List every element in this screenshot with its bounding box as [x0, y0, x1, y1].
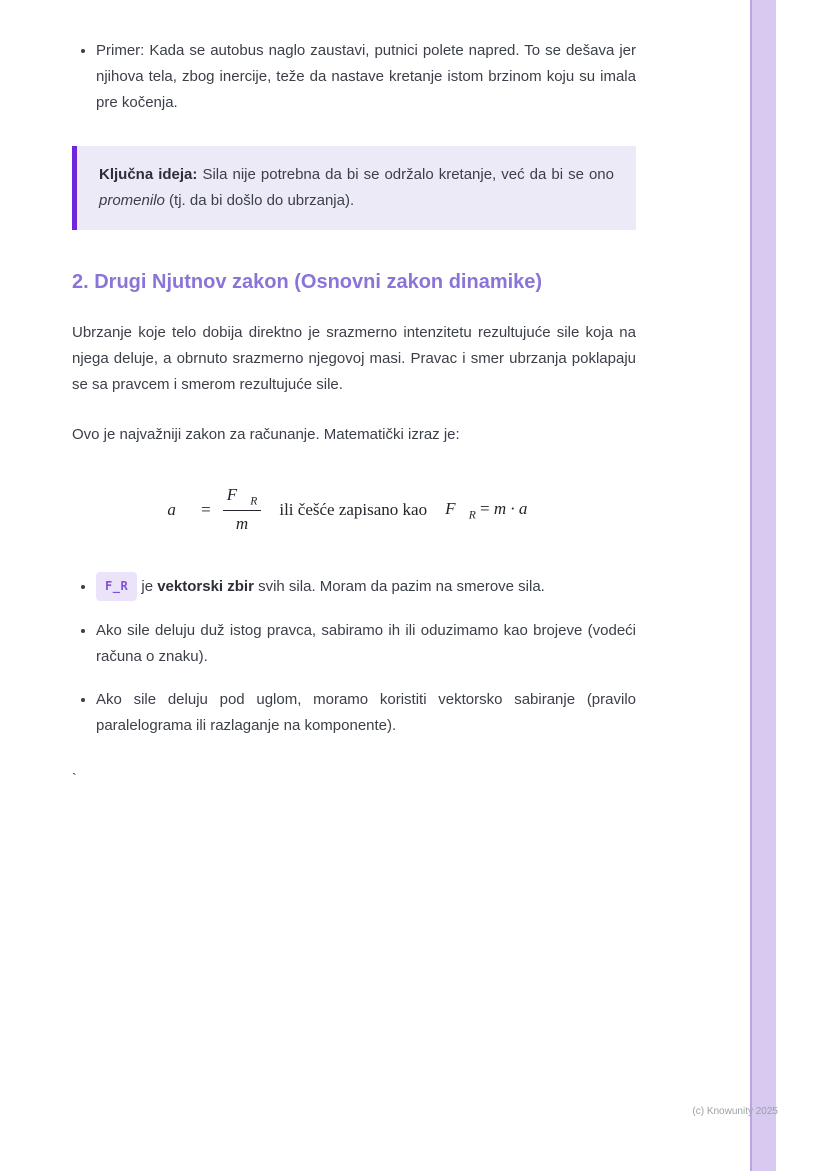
formula-numerator: $F⃗_R$ — [223, 484, 262, 511]
section-paragraph-2: Ovo je najvažniji zakon za računanje. Matematički izraz je: — [72, 426, 460, 443]
formula-equals: = — [201, 499, 211, 519]
scrollbar-track[interactable] — [750, 0, 776, 1171]
section-heading: 2. Drugi Njutnov zakon (Osnovni zakon dinamike) — [72, 271, 543, 293]
formula-rhs-f: $F⃗_R$ — [445, 498, 476, 521]
key-idea-italic-word: promenilo — [99, 192, 165, 209]
rule-item-3 — [96, 687, 636, 739]
key-idea-text-1: Sila nije potrebna da bi se održalo kretanje, već da bi se ono — [197, 166, 614, 183]
formula-fraction — [223, 484, 262, 536]
formula-rhs-subscript: R — [468, 507, 476, 521]
rule-1-post-text: svih sila. Moram da pazim na smerove sila. — [253, 577, 545, 595]
rule-item-1 — [96, 572, 636, 601]
formula-denominator: m — [235, 514, 249, 534]
key-idea-callout — [72, 146, 636, 230]
rule-1-bold-text: vektorski zbir — [157, 577, 254, 595]
formula-rhs-equals: = — [480, 498, 490, 518]
rule-item-2 — [96, 618, 636, 670]
document-content — [72, 38, 636, 791]
stray-backtick: ` — [72, 769, 77, 786]
intro-bullet-item — [96, 38, 636, 116]
formula-a-vector: a⃗ — [167, 499, 190, 519]
formula-connector-text: ili češće zapisano kao — [279, 499, 428, 519]
rule-2-text: Ako sile deluju duž istog pravca, sabiramo ih ili oduzimamo kao brojeve (vodeći računa o znaku). — [96, 621, 636, 665]
rules-bullet-list — [72, 572, 636, 739]
formula-rhs — [445, 498, 541, 522]
copyright-footer: (c) Knowunity 2025 — [692, 1106, 778, 1117]
newton-second-law-formula — [72, 484, 636, 536]
force-symbol-chip: F_R — [96, 572, 137, 601]
intro-bullet-list — [72, 38, 636, 116]
rule-1-pre-text: je — [137, 577, 158, 595]
section-paragraph-1: Ubrzanje koje telo dobija direktno je srazmerno intenzitetu rezultujuće sile koja na njega deluje, a obrnuto srazmerno njegovoj masi. Pravac i smer ubrzanja poklapaju se sa pravcem i smerom rezultujuće sile. — [72, 324, 636, 393]
key-idea-label: Ključna ideja: — [99, 166, 198, 183]
intro-bullet-text: Primer: Kada se autobus naglo zaustavi, putnici polete napred. To se dešava jer njihova tela, zbog inercije, teže da nastave kretanje istom brzinom koju su imala pre kočenja. — [96, 42, 636, 111]
formula-rhs-tail: m · a⃗ — [493, 498, 541, 518]
rule-3-text: Ako sile deluju pod uglom, moramo koristiti vektorsko sabiranje (pravilo paralelograma ili razlaganje na komponente). — [96, 690, 636, 734]
key-idea-text-2: (tj. da bi došlo do ubrzanja). — [164, 192, 355, 209]
formula-numerator-subscript: R — [250, 494, 258, 508]
